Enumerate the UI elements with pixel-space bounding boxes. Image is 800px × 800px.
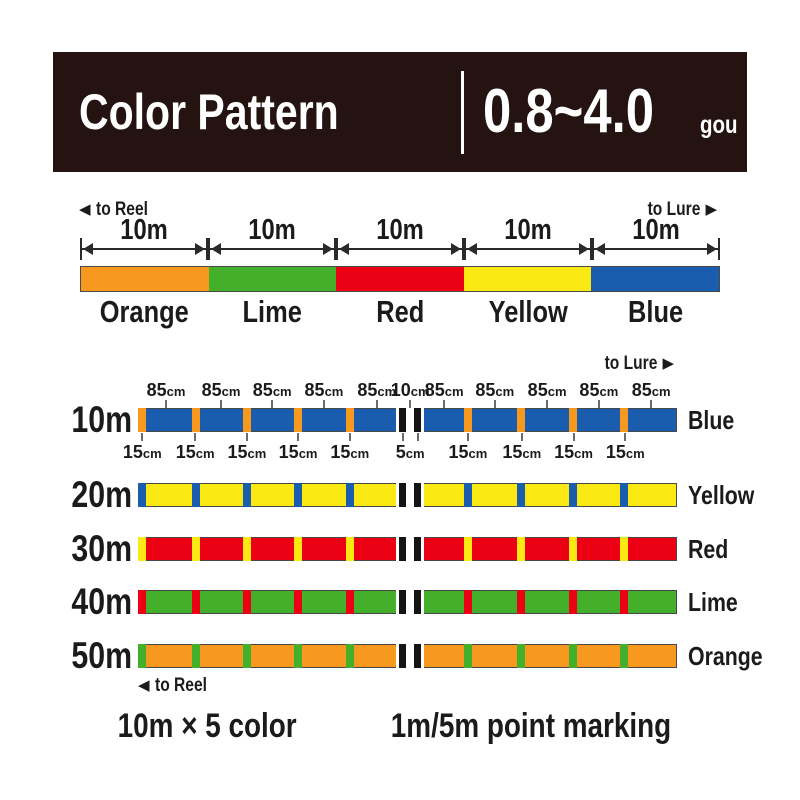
top-leader-line bbox=[323, 400, 325, 408]
marking-stripe bbox=[399, 408, 406, 432]
marking-stripe bbox=[399, 483, 406, 507]
marking-stripe bbox=[414, 537, 421, 561]
top-cm-label-unit: cm bbox=[410, 384, 430, 399]
top-cm-label-unit: cm bbox=[495, 384, 515, 399]
top-leader-line bbox=[546, 400, 548, 408]
one-meter-tick bbox=[138, 644, 146, 668]
one-meter-tick bbox=[346, 408, 354, 432]
marking-stripe bbox=[421, 408, 424, 432]
one-meter-tick bbox=[192, 537, 200, 561]
top-cm-label bbox=[253, 380, 292, 401]
top-leader-line bbox=[220, 400, 222, 408]
bottom-cm-label-unit: cm bbox=[298, 446, 318, 461]
line-bar-red bbox=[138, 537, 677, 561]
segment-length-label: 10m bbox=[632, 214, 680, 246]
one-meter-tick bbox=[569, 537, 577, 561]
top-leader-line bbox=[650, 400, 652, 408]
one-meter-tick bbox=[346, 483, 354, 507]
one-meter-tick bbox=[192, 408, 200, 432]
top-cm-label bbox=[305, 380, 344, 401]
marking-stripe bbox=[406, 483, 414, 507]
one-meter-tick bbox=[346, 590, 354, 614]
one-meter-tick bbox=[569, 483, 577, 507]
marking-stripe bbox=[421, 537, 424, 561]
top-cm-label-value: 85 bbox=[631, 380, 652, 400]
one-meter-tick bbox=[620, 644, 628, 668]
bottom-cm-label bbox=[176, 442, 215, 463]
one-meter-tick bbox=[192, 483, 200, 507]
one-meter-tick bbox=[620, 537, 628, 561]
bottom-cm-label-unit: cm bbox=[142, 446, 162, 461]
top-cm-label-value: 85 bbox=[304, 380, 325, 400]
one-meter-tick bbox=[294, 483, 302, 507]
marking-stripe bbox=[414, 644, 421, 668]
marking-stripe bbox=[421, 644, 424, 668]
one-meter-tick bbox=[243, 483, 251, 507]
row-distance-text: 20m bbox=[71, 474, 132, 515]
bottom-cm-label bbox=[606, 442, 645, 463]
bottom-cm-label-value: 15 bbox=[448, 442, 469, 462]
top-cm-label-value: 85 bbox=[146, 380, 167, 400]
bottom-cm-label-value: 15 bbox=[502, 442, 523, 462]
caption-marking-note: 1m/5m point marking bbox=[390, 707, 672, 745]
top-cm-label bbox=[147, 380, 186, 401]
marking-stripe bbox=[414, 590, 421, 614]
row-distance-text: 50m bbox=[71, 635, 132, 676]
color-name-label: Lime bbox=[242, 294, 302, 329]
row-distance-label bbox=[34, 636, 132, 676]
bottom-leader-line bbox=[297, 433, 299, 441]
top-cm-label-unit: cm bbox=[599, 384, 619, 399]
caption-formula: 10m × 5 color bbox=[117, 707, 297, 745]
row-distance-label bbox=[34, 529, 132, 569]
five-meter-marking bbox=[396, 644, 424, 668]
bottom-cm-label-unit: cm bbox=[247, 446, 267, 461]
row-color-name bbox=[688, 481, 769, 509]
five-meter-marking bbox=[396, 408, 424, 432]
bottom-leader-line bbox=[573, 433, 575, 441]
bottom-cm-label-value: 15 bbox=[554, 442, 575, 462]
size-range: 0.8~4.0 bbox=[483, 77, 655, 146]
top-cm-label-unit: cm bbox=[444, 384, 464, 399]
top-cm-label bbox=[579, 380, 618, 401]
marking-stripe bbox=[414, 483, 421, 507]
bottom-cm-label-value: 15 bbox=[605, 442, 626, 462]
top-cm-label-unit: cm bbox=[651, 384, 671, 399]
row-color-name bbox=[688, 642, 779, 670]
one-meter-tick bbox=[294, 408, 302, 432]
line-bar-orange bbox=[138, 644, 677, 668]
row-color-name-text: Lime bbox=[688, 587, 738, 617]
one-meter-tick bbox=[294, 537, 302, 561]
bottom-leader-line bbox=[402, 433, 404, 441]
bottom-cm-label-unit: cm bbox=[468, 446, 488, 461]
one-meter-tick bbox=[620, 408, 628, 432]
one-meter-tick bbox=[138, 537, 146, 561]
bottom-leader-line bbox=[521, 433, 523, 441]
diagram-to-lure-label: to Lure ▶ bbox=[604, 353, 674, 374]
row-distance-text: 40m bbox=[71, 581, 132, 622]
one-meter-tick bbox=[138, 408, 146, 432]
bottom-cm-label-unit: cm bbox=[195, 446, 215, 461]
bottom-cm-label-value: 15 bbox=[227, 442, 248, 462]
row-distance-label bbox=[34, 582, 132, 622]
one-meter-tick bbox=[517, 590, 525, 614]
marking-stripe bbox=[399, 590, 406, 614]
one-meter-tick bbox=[569, 408, 577, 432]
top-leader-line bbox=[443, 400, 445, 408]
top-cm-label-unit: cm bbox=[272, 384, 292, 399]
one-meter-tick bbox=[569, 644, 577, 668]
bottom-cm-label-value: 15 bbox=[175, 442, 196, 462]
marking-stripe bbox=[406, 590, 414, 614]
bottom-caption bbox=[0, 707, 800, 746]
bottom-leader-line bbox=[194, 433, 196, 441]
one-meter-tick bbox=[620, 590, 628, 614]
left-arrow-icon: ◀ bbox=[138, 677, 150, 694]
bottom-cm-label bbox=[502, 442, 541, 463]
one-meter-tick bbox=[569, 590, 577, 614]
marking-stripe bbox=[399, 537, 406, 561]
top-cm-label-value: 85 bbox=[475, 380, 496, 400]
size-unit: gou bbox=[699, 111, 738, 139]
segment-length-label: 10m bbox=[376, 214, 424, 246]
bottom-cm-label bbox=[330, 442, 369, 463]
one-meter-tick bbox=[192, 590, 200, 614]
marking-stripe bbox=[421, 590, 424, 614]
bottom-cm-label bbox=[227, 442, 266, 463]
color-name-label: Orange bbox=[99, 294, 189, 329]
top-leader-line bbox=[598, 400, 600, 408]
marking-stripe bbox=[399, 644, 406, 668]
one-meter-tick bbox=[464, 644, 472, 668]
top-cm-label bbox=[528, 380, 567, 401]
color-name-label: Yellow bbox=[488, 294, 568, 329]
top-cm-label-value: 85 bbox=[252, 380, 273, 400]
marking-stripe bbox=[406, 537, 414, 561]
bottom-cm-label bbox=[123, 442, 162, 463]
bottom-leader-line bbox=[141, 433, 143, 441]
top-cm-label-value: 85 bbox=[579, 380, 600, 400]
top-leader-line bbox=[271, 400, 273, 408]
marking-stripe bbox=[414, 408, 421, 432]
bottom-cm-label-unit: cm bbox=[522, 446, 542, 461]
row-color-name bbox=[688, 535, 737, 563]
five-meter-marking bbox=[396, 537, 424, 561]
right-arrow-icon: ▶ bbox=[705, 201, 717, 218]
top-cm-label bbox=[632, 380, 671, 401]
left-arrow-icon: ◀ bbox=[79, 201, 91, 218]
bottom-cm-label-value: 15 bbox=[122, 442, 143, 462]
one-meter-tick bbox=[294, 644, 302, 668]
top-cm-label-unit: cm bbox=[324, 384, 344, 399]
segment-length-label: 10m bbox=[248, 214, 296, 246]
one-meter-tick bbox=[138, 483, 146, 507]
page-title: Color Pattern bbox=[79, 84, 339, 140]
top-cm-label-unit: cm bbox=[377, 384, 397, 399]
one-meter-tick bbox=[294, 590, 302, 614]
bottom-cm-label-unit: cm bbox=[350, 446, 370, 461]
top-cm-label-value: 85 bbox=[424, 380, 445, 400]
marking-stripe bbox=[421, 483, 424, 507]
bottom-cm-label bbox=[448, 442, 487, 463]
one-meter-tick bbox=[138, 590, 146, 614]
marking-stripe bbox=[406, 408, 414, 432]
one-meter-tick bbox=[464, 483, 472, 507]
bottom-cm-label-value: 15 bbox=[330, 442, 351, 462]
bottom-leader-line bbox=[417, 433, 419, 441]
line-bar-yellow bbox=[138, 483, 677, 507]
one-meter-tick bbox=[243, 408, 251, 432]
bottom-leader-line bbox=[624, 433, 626, 441]
row-color-name-text: Orange bbox=[688, 641, 763, 671]
five-meter-marking bbox=[396, 483, 424, 507]
top-cm-label-value: 10 bbox=[390, 380, 411, 400]
line-bar-blue bbox=[138, 408, 677, 432]
top-leader-line bbox=[409, 400, 411, 408]
one-meter-tick bbox=[517, 644, 525, 668]
top-cm-label bbox=[425, 380, 464, 401]
one-meter-tick bbox=[243, 644, 251, 668]
bottom-cm-label-unit: cm bbox=[405, 446, 425, 461]
bottom-cm-label-value: 5 bbox=[395, 442, 406, 462]
bottom-cm-label bbox=[396, 442, 425, 463]
one-meter-tick bbox=[517, 483, 525, 507]
bottom-leader-line bbox=[467, 433, 469, 441]
top-leader-line bbox=[494, 400, 496, 408]
row-color-name-text: Yellow bbox=[688, 480, 755, 510]
one-meter-tick bbox=[346, 644, 354, 668]
top-cm-label-unit: cm bbox=[221, 384, 241, 399]
color-name-label: Blue bbox=[628, 294, 684, 329]
row-distance-label bbox=[34, 400, 132, 440]
top-leader-line bbox=[165, 400, 167, 408]
one-meter-tick bbox=[192, 644, 200, 668]
one-meter-tick bbox=[464, 408, 472, 432]
one-meter-tick bbox=[464, 590, 472, 614]
top-cm-label-value: 85 bbox=[527, 380, 548, 400]
top-to-lure-label: to Lure ▶ bbox=[647, 199, 717, 220]
diagram-to-reel-label: ◀ to Reel bbox=[138, 675, 207, 696]
top-to-reel-label: ◀ to Reel bbox=[79, 199, 148, 220]
row-color-name-text: Red bbox=[688, 534, 729, 564]
bottom-leader-line bbox=[246, 433, 248, 441]
bottom-cm-label bbox=[279, 442, 318, 463]
top-cm-label-value: 85 bbox=[357, 380, 378, 400]
top-cm-label bbox=[475, 380, 514, 401]
color-name-label: Red bbox=[375, 294, 425, 329]
one-meter-tick bbox=[243, 590, 251, 614]
five-meter-marking bbox=[396, 590, 424, 614]
row-distance-label bbox=[34, 475, 132, 515]
bottom-cm-label-unit: cm bbox=[625, 446, 645, 461]
one-meter-tick bbox=[517, 408, 525, 432]
bottom-leader-line bbox=[349, 433, 351, 441]
top-cm-label bbox=[202, 380, 241, 401]
top-cm-label-unit: cm bbox=[547, 384, 567, 399]
row-distance-text: 30m bbox=[71, 528, 132, 569]
one-meter-tick bbox=[346, 537, 354, 561]
marking-stripe bbox=[406, 644, 414, 668]
line-bar-lime bbox=[138, 590, 677, 614]
top-cm-label-value: 85 bbox=[201, 380, 222, 400]
one-meter-tick bbox=[620, 483, 628, 507]
bottom-cm-label-unit: cm bbox=[574, 446, 593, 461]
row-distance-text: 10m bbox=[71, 399, 132, 440]
top-cm-label-unit: cm bbox=[166, 384, 186, 399]
one-meter-tick bbox=[517, 537, 525, 561]
segment-length-label: 10m bbox=[504, 214, 552, 246]
row-color-name bbox=[688, 588, 749, 616]
one-meter-tick bbox=[243, 537, 251, 561]
one-meter-tick bbox=[464, 537, 472, 561]
row-color-name-text: Blue bbox=[688, 405, 735, 435]
segment-length-label: 10m bbox=[120, 214, 168, 246]
bottom-cm-label-value: 15 bbox=[278, 442, 299, 462]
row-color-name bbox=[688, 406, 744, 434]
right-arrow-icon: ▶ bbox=[662, 355, 674, 372]
top-leader-line bbox=[376, 400, 378, 408]
bottom-cm-label bbox=[554, 442, 593, 463]
